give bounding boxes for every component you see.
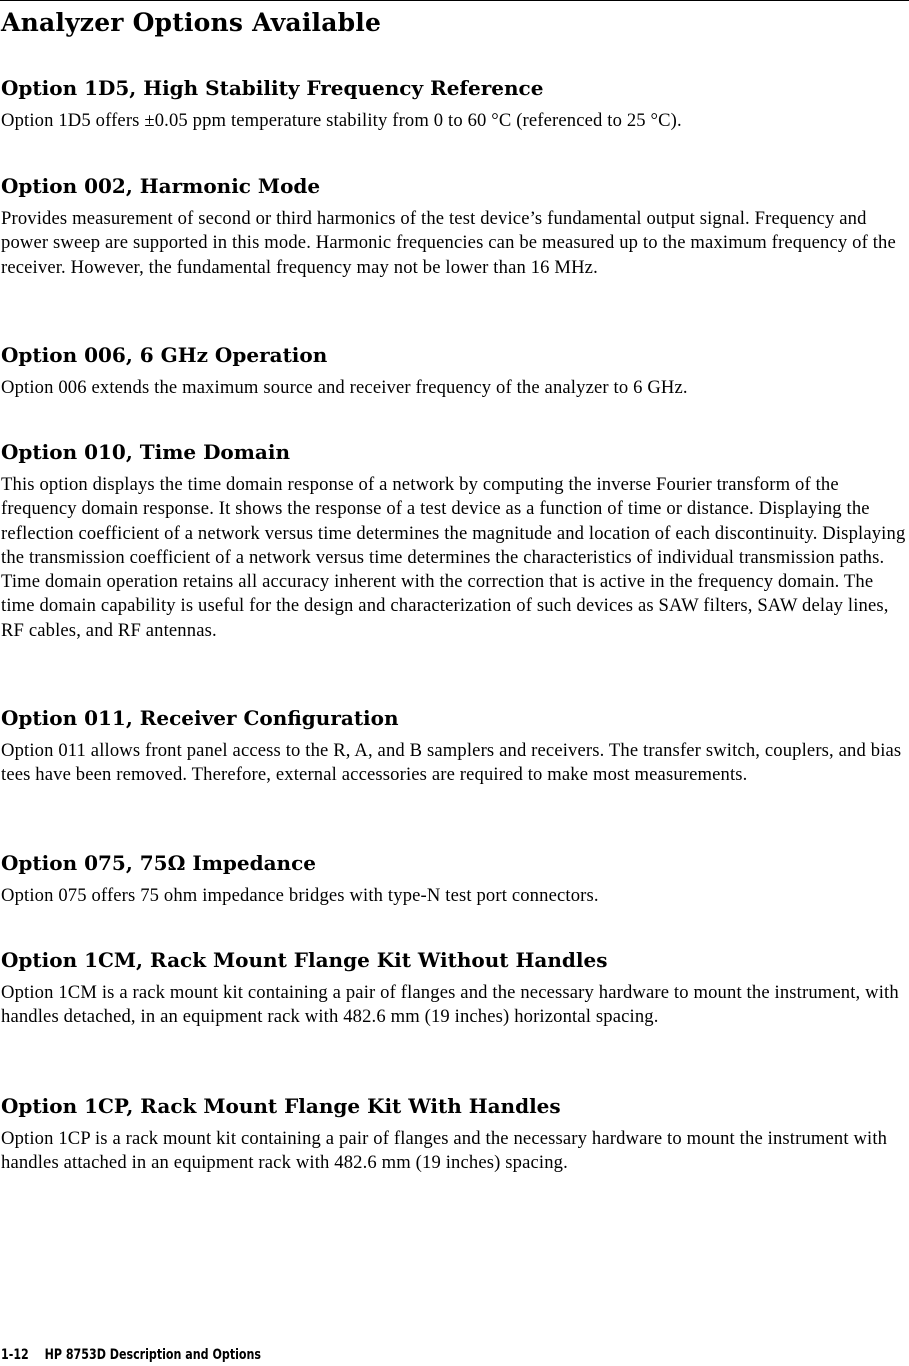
option-011-heading: Option 011, Receiver Configuration (1, 706, 399, 730)
page-footer (1, 1345, 261, 1365)
option-1cp-section (1, 1092, 907, 1176)
footer-page-number: 1-12 (1, 1347, 29, 1363)
option-1cp-body: Option 1CP is a rack mount kit containing a pair of flanges and the necessary hardware to mount the instrument with handles attached in an equipment rack with 482.6 mm (19 inches) spacing. (1, 1128, 888, 1174)
option-010-heading: Option 010, Time Domain (1, 440, 291, 464)
option-1cm-heading: Option 1CM, Rack Mount Flange Kit Without Handles (1, 948, 608, 972)
top-rule (0, 0, 909, 1)
option-1d5-body: Option 1D5 offers ±0.05 ppm temperature stability from 0 to 60 °C (referenced to 25 °C). (1, 110, 682, 131)
option-010-body: This option displays the time domain response of a network by computing the inverse Fourier transform of the frequency domain response. It shows the response of a test device as a function of time or distance. Displaying the reflection coefficient of a network versus time determines the magnitude and location of each discontinuity. Displaying the transmission coefficient of a network versus time determines the characteristics of individual transmission paths. Time domain operation retains all accuracy inherent with the correction that is active in the frequency domain. The time domain capability is useful for the design and characterization of such devices as SAW filters, SAW delay lines, RF cables, and RF antennas. (1, 474, 906, 641)
option-002-heading: Option 002, Harmonic Mode (1, 174, 321, 198)
option-1cm-section (1, 946, 907, 1030)
option-1d5-heading: Option 1D5, High Stability Frequency Reference (1, 76, 544, 100)
option-006-section (1, 341, 907, 400)
option-002-body: Provides measurement of second or third harmonics of the test device’s fundamental output signal. Frequency and power sweep are supported in this mode. Harmonic frequencies can be measured up to the maximum frequency of the receiver. However, the fundamental frequency may not be lower than 16 MHz. (1, 208, 896, 278)
page-title: Analyzer Options Available (1, 8, 382, 37)
option-006-heading: Option 006, 6 GHz Operation (1, 343, 328, 367)
option-075-heading: Option 075, 75Ω Impedance (1, 851, 316, 875)
option-011-body: Option 011 allows front panel access to the R, A, and B samplers and receivers. The transfer switch, couplers, and bias tees have been removed. Therefore, external accessories are required to make most measurements. (1, 740, 902, 786)
option-002-section (1, 172, 907, 280)
option-1cm-body: Option 1CM is a rack mount kit containing a pair of flanges and the necessary hardware to mount the instrument, with handles detached, in an equipment rack with 482.6 mm (19 inches) horizontal spacing. (1, 982, 899, 1028)
option-010-section (1, 438, 907, 643)
option-011-section (1, 704, 907, 788)
footer-doc-title: HP 8753D Description and Options (44, 1347, 262, 1363)
option-1d5-section (1, 74, 907, 133)
option-1cp-heading: Option 1CP, Rack Mount Flange Kit With Handles (1, 1094, 561, 1118)
option-075-section (1, 849, 907, 908)
option-075-body: Option 075 offers 75 ohm impedance bridges with type-N test port connectors. (1, 885, 599, 906)
option-006-body: Option 006 extends the maximum source and receiver frequency of the analyzer to 6 GHz. (1, 377, 688, 398)
